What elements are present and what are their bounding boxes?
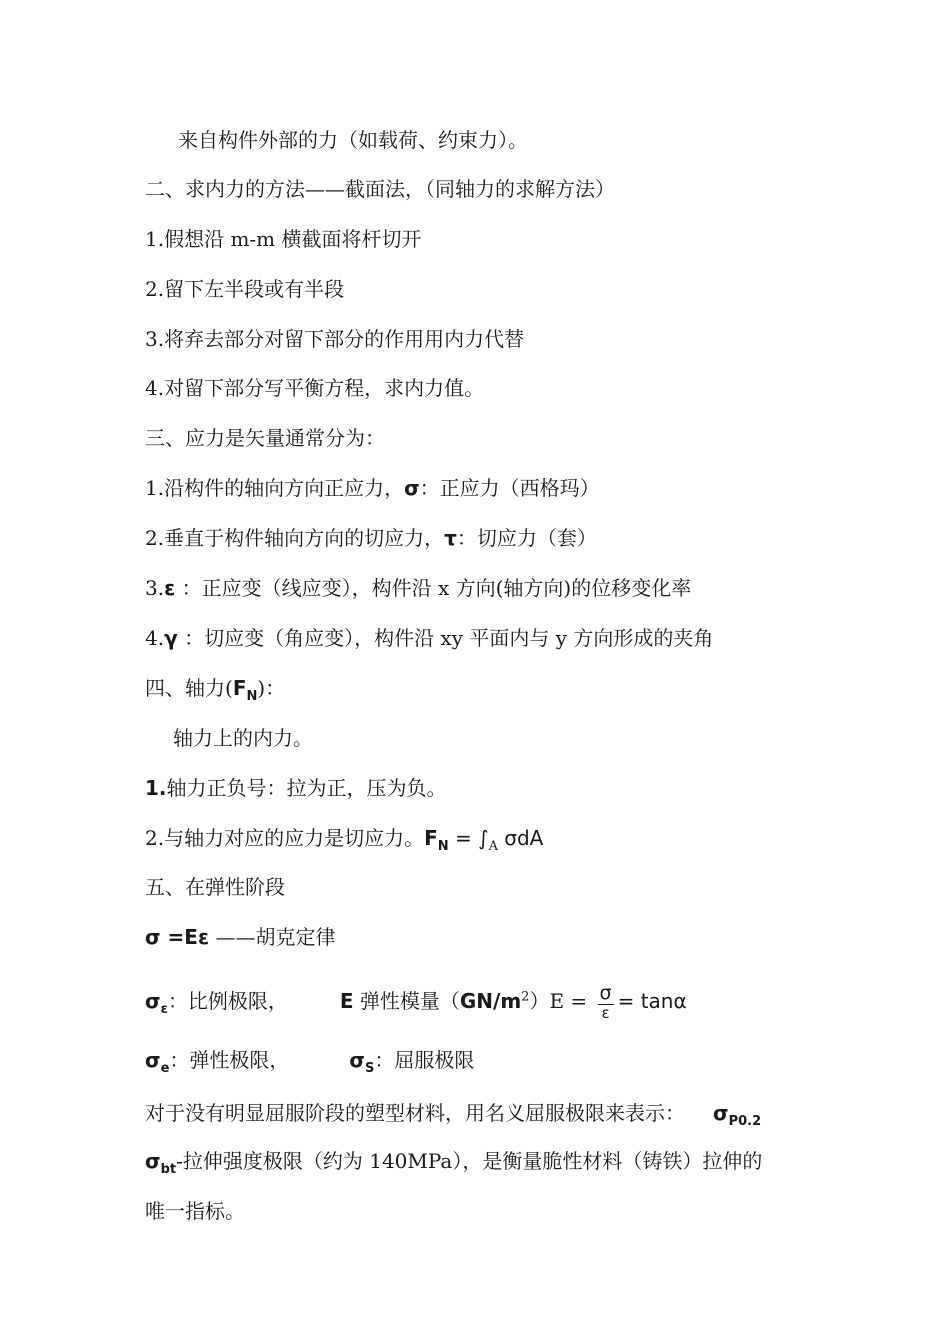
tau-symbol: τ — [444, 526, 457, 550]
list-item-normal-stress — [145, 474, 600, 502]
fraction-sigma-over-epsilon — [598, 984, 614, 1021]
line-text: ）E = — [529, 989, 594, 1013]
line-text: ：切应力（套） — [456, 526, 597, 550]
line-text: ：屈服极限 — [374, 1048, 475, 1072]
line-text: 轴力上的内力。 — [173, 726, 313, 750]
gamma-symbol: γ — [164, 626, 178, 650]
list-item-axial-stress-formula — [145, 824, 543, 852]
unit-text: GN/m — [459, 989, 522, 1013]
elastic-yield-limit-line — [145, 1046, 474, 1074]
line-text: ：切应变（角应变），构件沿 xy 平面内与 y 方向形成的夹角 — [177, 626, 714, 650]
line-text: 1.假想沿 m-m 横截面将杆切开 — [145, 227, 422, 251]
line-text: 3.将弃去部分对留下部分的作用用内力代替 — [145, 327, 525, 351]
unit-superscript: 2 — [521, 989, 530, 1005]
line-text: 4. — [145, 626, 165, 650]
axial-force-subscript: N — [246, 689, 258, 704]
line-text: 1.沿构件的轴向方向正应力， — [145, 476, 405, 500]
text-line-axial-internal — [173, 724, 313, 752]
line-text: -拉伸强度极限（约为 140MPa），是衡量脆性材料（铸铁）拉伸的 — [176, 1149, 763, 1173]
line-text: 4.对留下部分写平衡方程，求内力值。 — [145, 376, 485, 400]
formula-F-subscript: N — [437, 839, 449, 854]
tan-alpha: = tanα — [617, 989, 687, 1013]
axial-force-symbol: F — [232, 676, 247, 700]
sigma-symbol: σ — [145, 1048, 161, 1072]
text-line-only-indicator — [145, 1197, 245, 1225]
sigma-symbol: σ — [404, 476, 420, 500]
text-line-external-force — [178, 126, 528, 154]
heading-section-5 — [145, 873, 285, 901]
proportional-limit-line — [145, 984, 687, 1021]
formula-F: F — [424, 826, 438, 850]
sigma-subscript-e: e — [160, 1061, 170, 1076]
integral-subscript: A — [488, 839, 498, 854]
heading-section-2 — [145, 175, 615, 203]
integral-symbol: = ∫ — [448, 826, 489, 850]
list-item-normal-strain — [145, 574, 691, 602]
line-text: ：比例极限， — [167, 989, 288, 1013]
epsilon-symbol: ε — [164, 576, 176, 600]
fraction-denominator: ε — [601, 1004, 610, 1022]
line-text: 2.留下左半段或有半段 — [145, 277, 345, 301]
line-text: ：弹性极限， — [169, 1048, 290, 1072]
line-text: 二、求内力的方法——截面法，（同轴力的求解方法） — [145, 177, 615, 201]
hooke-law-line — [145, 923, 335, 951]
line-text: 轴力正负号：拉为正，压为负。 — [166, 776, 447, 800]
tensile-strength-line — [145, 1147, 762, 1175]
list-item-step-2 — [145, 275, 344, 303]
list-item-step-4 — [145, 374, 484, 402]
line-text: 来自构件外部的力（如载荷、约束力）。 — [178, 128, 528, 152]
sigma-symbol: σ — [349, 1048, 365, 1072]
line-text: 2.垂直于构件轴向方向的切应力， — [145, 526, 445, 550]
heading-section-3 — [145, 424, 385, 452]
line-text: )： — [257, 676, 286, 700]
modulus-E: E — [339, 989, 354, 1013]
sigma-symbol: σ — [145, 1149, 161, 1173]
line-text: 3. — [145, 576, 165, 600]
list-item-shear-strain — [145, 624, 713, 652]
list-item-shear-stress — [145, 524, 597, 552]
line-text: 2.与轴力对应的应力是切应力。 — [145, 826, 425, 850]
sigma-symbol: σ — [713, 1101, 729, 1125]
sigma-symbol: σ — [145, 989, 161, 1013]
line-text: 五、在弹性阶段 — [145, 875, 285, 899]
list-number: 1. — [145, 776, 167, 800]
sigma-subscript-epsilon: ε — [160, 1002, 168, 1017]
line-text: ：正应力（西格玛） — [419, 476, 600, 500]
line-text: ：正应变（线应变），构件沿 x 方向(轴方向)的位移变化率 — [175, 576, 692, 600]
line-text: 三、应力是矢量通常分为： — [145, 426, 385, 450]
hooke-formula: σ =Eε — [145, 925, 210, 949]
list-item-step-1 — [145, 225, 421, 253]
list-item-sign-convention — [145, 774, 447, 802]
line-text: 四、轴力( — [145, 676, 233, 700]
heading-section-4 — [145, 674, 285, 702]
list-item-step-3 — [145, 325, 524, 353]
line-text: ——胡克定律 — [209, 925, 336, 949]
fraction-numerator: σ — [599, 982, 612, 1004]
sigma-subscript-p02: P0.2 — [728, 1114, 762, 1129]
line-text: 唯一指标。 — [145, 1199, 245, 1223]
nominal-yield-line — [145, 1099, 761, 1127]
sigma-subscript-s: S — [364, 1061, 375, 1076]
line-text: 弹性模量（ — [359, 989, 460, 1013]
sigma-subscript-bt: bt — [160, 1162, 177, 1177]
line-text: 对于没有明显屈服阶段的塑型材料，用名义屈服极限来表示： — [145, 1101, 685, 1125]
formula-integrand: σdA — [497, 826, 544, 850]
